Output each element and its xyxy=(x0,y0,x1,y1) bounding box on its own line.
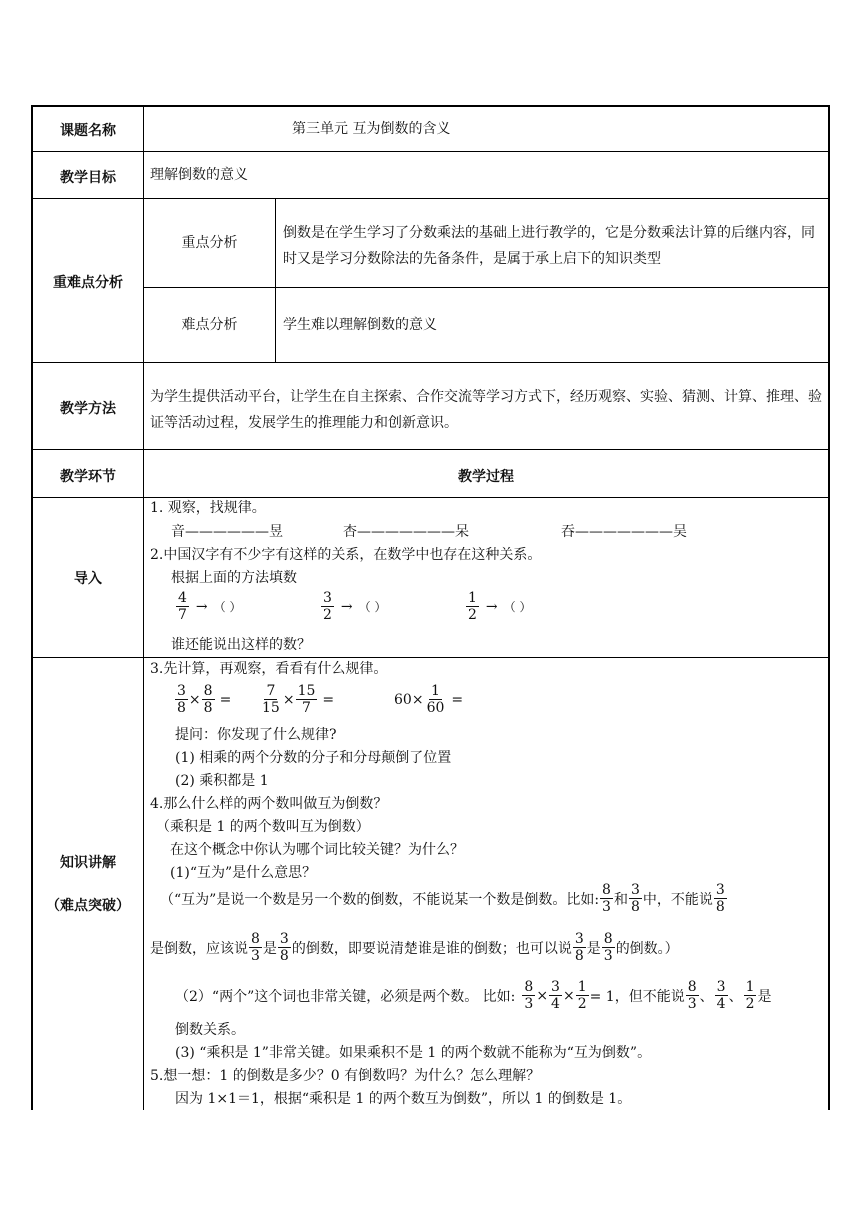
denominator: 15 xyxy=(262,700,280,716)
answer-blank: （ ） xyxy=(503,600,532,614)
know-line4: 4.那么什么样的两个数叫做互为倒数？ xyxy=(150,796,388,812)
fraction xyxy=(321,590,334,623)
denominator: 4 xyxy=(551,996,560,1012)
label-teaching-stage: 教学环节 xyxy=(60,469,116,485)
row-divider xyxy=(31,151,829,152)
know-line8: 5.想一想：1 的倒数是多少？0 有倒数吗？为什么？怎么理解？ xyxy=(150,1068,541,1084)
fraction xyxy=(714,882,727,915)
times-sign: × xyxy=(188,691,201,708)
equation xyxy=(174,683,231,716)
fraction xyxy=(600,882,613,915)
numerator: 8 xyxy=(251,931,260,947)
row-divider xyxy=(31,198,829,199)
numerator: 3 xyxy=(574,931,584,947)
goal-text: 理解倒数的意义 xyxy=(150,167,248,183)
fraction xyxy=(296,683,318,716)
integer: 60 xyxy=(394,691,412,708)
numerator: 3 xyxy=(716,979,726,995)
denominator: 3 xyxy=(687,996,697,1012)
denominator: 2 xyxy=(745,996,755,1012)
know-line7: (1)“互为”是什么意思？ xyxy=(170,865,317,881)
row-divider xyxy=(31,449,829,450)
fraction xyxy=(549,979,562,1012)
key-label: 重点分析 xyxy=(181,235,238,251)
know-line6: 在这个概念中你认为哪个词比较关键？为什么？ xyxy=(170,842,464,858)
question-line: 提问：你发现了什么规律? xyxy=(175,727,337,743)
equation xyxy=(394,683,463,716)
equation xyxy=(259,683,334,716)
denominator: 3 xyxy=(251,948,260,964)
numerator: 3 xyxy=(323,590,332,606)
numerator: 3 xyxy=(551,979,560,995)
text: 、 xyxy=(699,988,714,1005)
denominator: 8 xyxy=(574,948,584,964)
explanation-2b: 倒数关系。 xyxy=(175,1022,245,1038)
fraction xyxy=(576,979,589,1012)
fraction xyxy=(249,931,262,964)
numerator: 8 xyxy=(687,979,697,995)
label-course-name: 课题名称 xyxy=(60,123,116,139)
denominator: 8 xyxy=(177,700,186,716)
denominator: 60 xyxy=(426,700,445,716)
answer-blank: （ ） xyxy=(213,600,242,614)
column-divider xyxy=(143,105,144,1110)
label-difficulty-breakthrough: （难点突破） xyxy=(46,898,130,914)
arrow: → xyxy=(485,598,498,615)
table-border-top xyxy=(31,105,829,107)
column-divider xyxy=(275,198,276,362)
char-pair: 杏———————呆 xyxy=(343,524,469,540)
numerator: 15 xyxy=(297,683,316,699)
numerator: 1 xyxy=(577,979,587,995)
denominator: 8 xyxy=(279,948,289,964)
text: 是 xyxy=(262,940,277,957)
fraction xyxy=(686,979,699,1012)
fraction xyxy=(202,683,215,716)
numerator: 3 xyxy=(630,882,640,898)
process-header: 教学过程 xyxy=(458,469,514,485)
point-1: (1) 相乘的两个分数的分子和分母颠倒了位置 xyxy=(175,750,452,766)
know-line9: 因为 1×1＝1，根据“乘积是 1 的两个数互为倒数”，所以 1 的倒数是 1。 xyxy=(175,1091,632,1107)
equals-sign: = xyxy=(322,691,335,708)
point-2: (2) 乘积都是 1 xyxy=(175,773,269,789)
key-text: 倒数是在学生学习了分数乘法的基础上进行教学的，它是分数乘法计算的后继内容，同时又是学习分数除法的先备条件，是属于承上启下的知识类型 xyxy=(283,225,815,267)
times-sign: × xyxy=(411,691,424,708)
equals-sign: = xyxy=(219,691,232,708)
text: （“互为”是说一个数是另一个数的倒数，不能说某一个数是倒数。比如: xyxy=(160,891,600,908)
fraction xyxy=(175,683,188,716)
fraction xyxy=(176,590,189,623)
text: 和 xyxy=(613,891,628,908)
fraction xyxy=(522,979,535,1012)
answer-blank: （ ） xyxy=(358,600,387,614)
numerator: 7 xyxy=(266,683,276,699)
fraction xyxy=(602,931,615,964)
fraction xyxy=(278,931,291,964)
denominator: 7 xyxy=(178,607,187,623)
equals-sign: = xyxy=(451,691,464,708)
char-pair: 音——————昱 xyxy=(171,524,283,540)
row-divider xyxy=(31,362,829,363)
table-border-left xyxy=(31,105,33,1110)
know-line1: 3.先计算，再观察，看看有什么规律。 xyxy=(150,661,388,677)
explanation-3: (3) “乘积是 1”非常关键。如果乘积不是 1 的两个数就不能称为“互为倒数”。 xyxy=(175,1045,652,1061)
arrow: → xyxy=(340,598,353,615)
denominator: 8 xyxy=(203,700,213,716)
explanation-1a xyxy=(160,882,728,915)
label-intro: 导入 xyxy=(74,571,102,587)
text: 是 xyxy=(586,940,601,957)
fraction xyxy=(260,683,282,716)
text: = 1，但不能说 xyxy=(589,988,685,1005)
numerator: 3 xyxy=(279,931,289,947)
numerator: 1 xyxy=(431,683,440,699)
label-knowledge: 知识讲解 xyxy=(60,855,116,871)
text: （2）“两个”这个词也非常关键，必须是两个数。 比如: xyxy=(175,988,516,1005)
denominator: 3 xyxy=(524,996,534,1012)
intro-line4: 谁还能说出这样的数？ xyxy=(171,637,311,653)
text: 的倒数，即要说清楚谁是谁的倒数；也可以说 xyxy=(291,940,572,957)
numerator: 8 xyxy=(603,931,613,947)
denominator: 8 xyxy=(630,899,640,915)
denominator: 3 xyxy=(603,948,613,964)
numerator: 1 xyxy=(745,979,755,995)
fraction-fill-item xyxy=(320,590,386,623)
text: 中，不能说 xyxy=(642,891,713,908)
fraction xyxy=(573,931,586,964)
fraction xyxy=(744,979,757,1012)
fraction xyxy=(715,979,728,1012)
text: 是 xyxy=(757,988,772,1005)
times-sign: × xyxy=(282,691,295,708)
table-border-right xyxy=(828,105,830,1110)
fraction-fill-item xyxy=(175,590,241,623)
denominator: 3 xyxy=(602,899,611,915)
numerator: 3 xyxy=(715,882,725,898)
arrow: → xyxy=(195,598,208,615)
intro-line2: 2.中国汉字有不少字有这样的关系，在数学中也存在这种关系。 xyxy=(150,547,542,563)
label-teaching-goal: 教学目标 xyxy=(60,170,116,186)
explanation-2a xyxy=(175,979,771,1012)
times-sign: × xyxy=(562,987,575,1004)
explanation-1b xyxy=(150,931,679,964)
label-key-analysis: 重难点分析 xyxy=(53,275,123,291)
text: 、 xyxy=(728,988,743,1005)
denominator: 2 xyxy=(577,996,587,1012)
text: 是倒数，应该说 xyxy=(150,940,248,957)
numerator: 3 xyxy=(177,683,186,699)
numerator: 8 xyxy=(524,979,534,995)
fraction xyxy=(629,882,642,915)
fraction xyxy=(466,590,479,623)
method-text: 为学生提供活动平台，让学生在自主探索、合作交流等学习方式下，经历观察、实验、猜测、计算、推理、验证等活动过程，发展学生的推理能力和创新意识。 xyxy=(150,389,822,431)
denominator: 4 xyxy=(716,996,726,1012)
denominator: 7 xyxy=(302,700,311,716)
know-line5: （乘积是 1 的两个数叫互为倒数） xyxy=(156,819,370,835)
char-pair: 吞———————吴 xyxy=(561,524,687,540)
difficult-label: 难点分析 xyxy=(181,317,238,333)
row-divider xyxy=(31,497,829,498)
fraction-fill-item xyxy=(465,590,531,623)
numerator: 8 xyxy=(203,683,213,699)
numerator: 1 xyxy=(468,590,477,606)
denominator: 8 xyxy=(715,899,725,915)
course-title: 第三单元 互为倒数的含义 xyxy=(292,121,451,137)
numerator: 8 xyxy=(602,882,611,898)
denominator: 2 xyxy=(468,607,477,623)
text: 的倒数。） xyxy=(615,940,679,957)
intro-line3: 根据上面的方法填数 xyxy=(171,570,297,586)
times-sign: × xyxy=(536,987,549,1004)
denominator: 2 xyxy=(323,607,332,623)
row-divider xyxy=(143,287,829,288)
difficult-text: 学生难以理解倒数的意义 xyxy=(283,317,437,333)
row-divider xyxy=(31,657,829,658)
numerator: 4 xyxy=(178,590,187,606)
fraction xyxy=(425,683,447,716)
intro-line1: 1. 观察，找规律。 xyxy=(150,500,266,516)
label-teaching-method: 教学方法 xyxy=(60,401,116,417)
